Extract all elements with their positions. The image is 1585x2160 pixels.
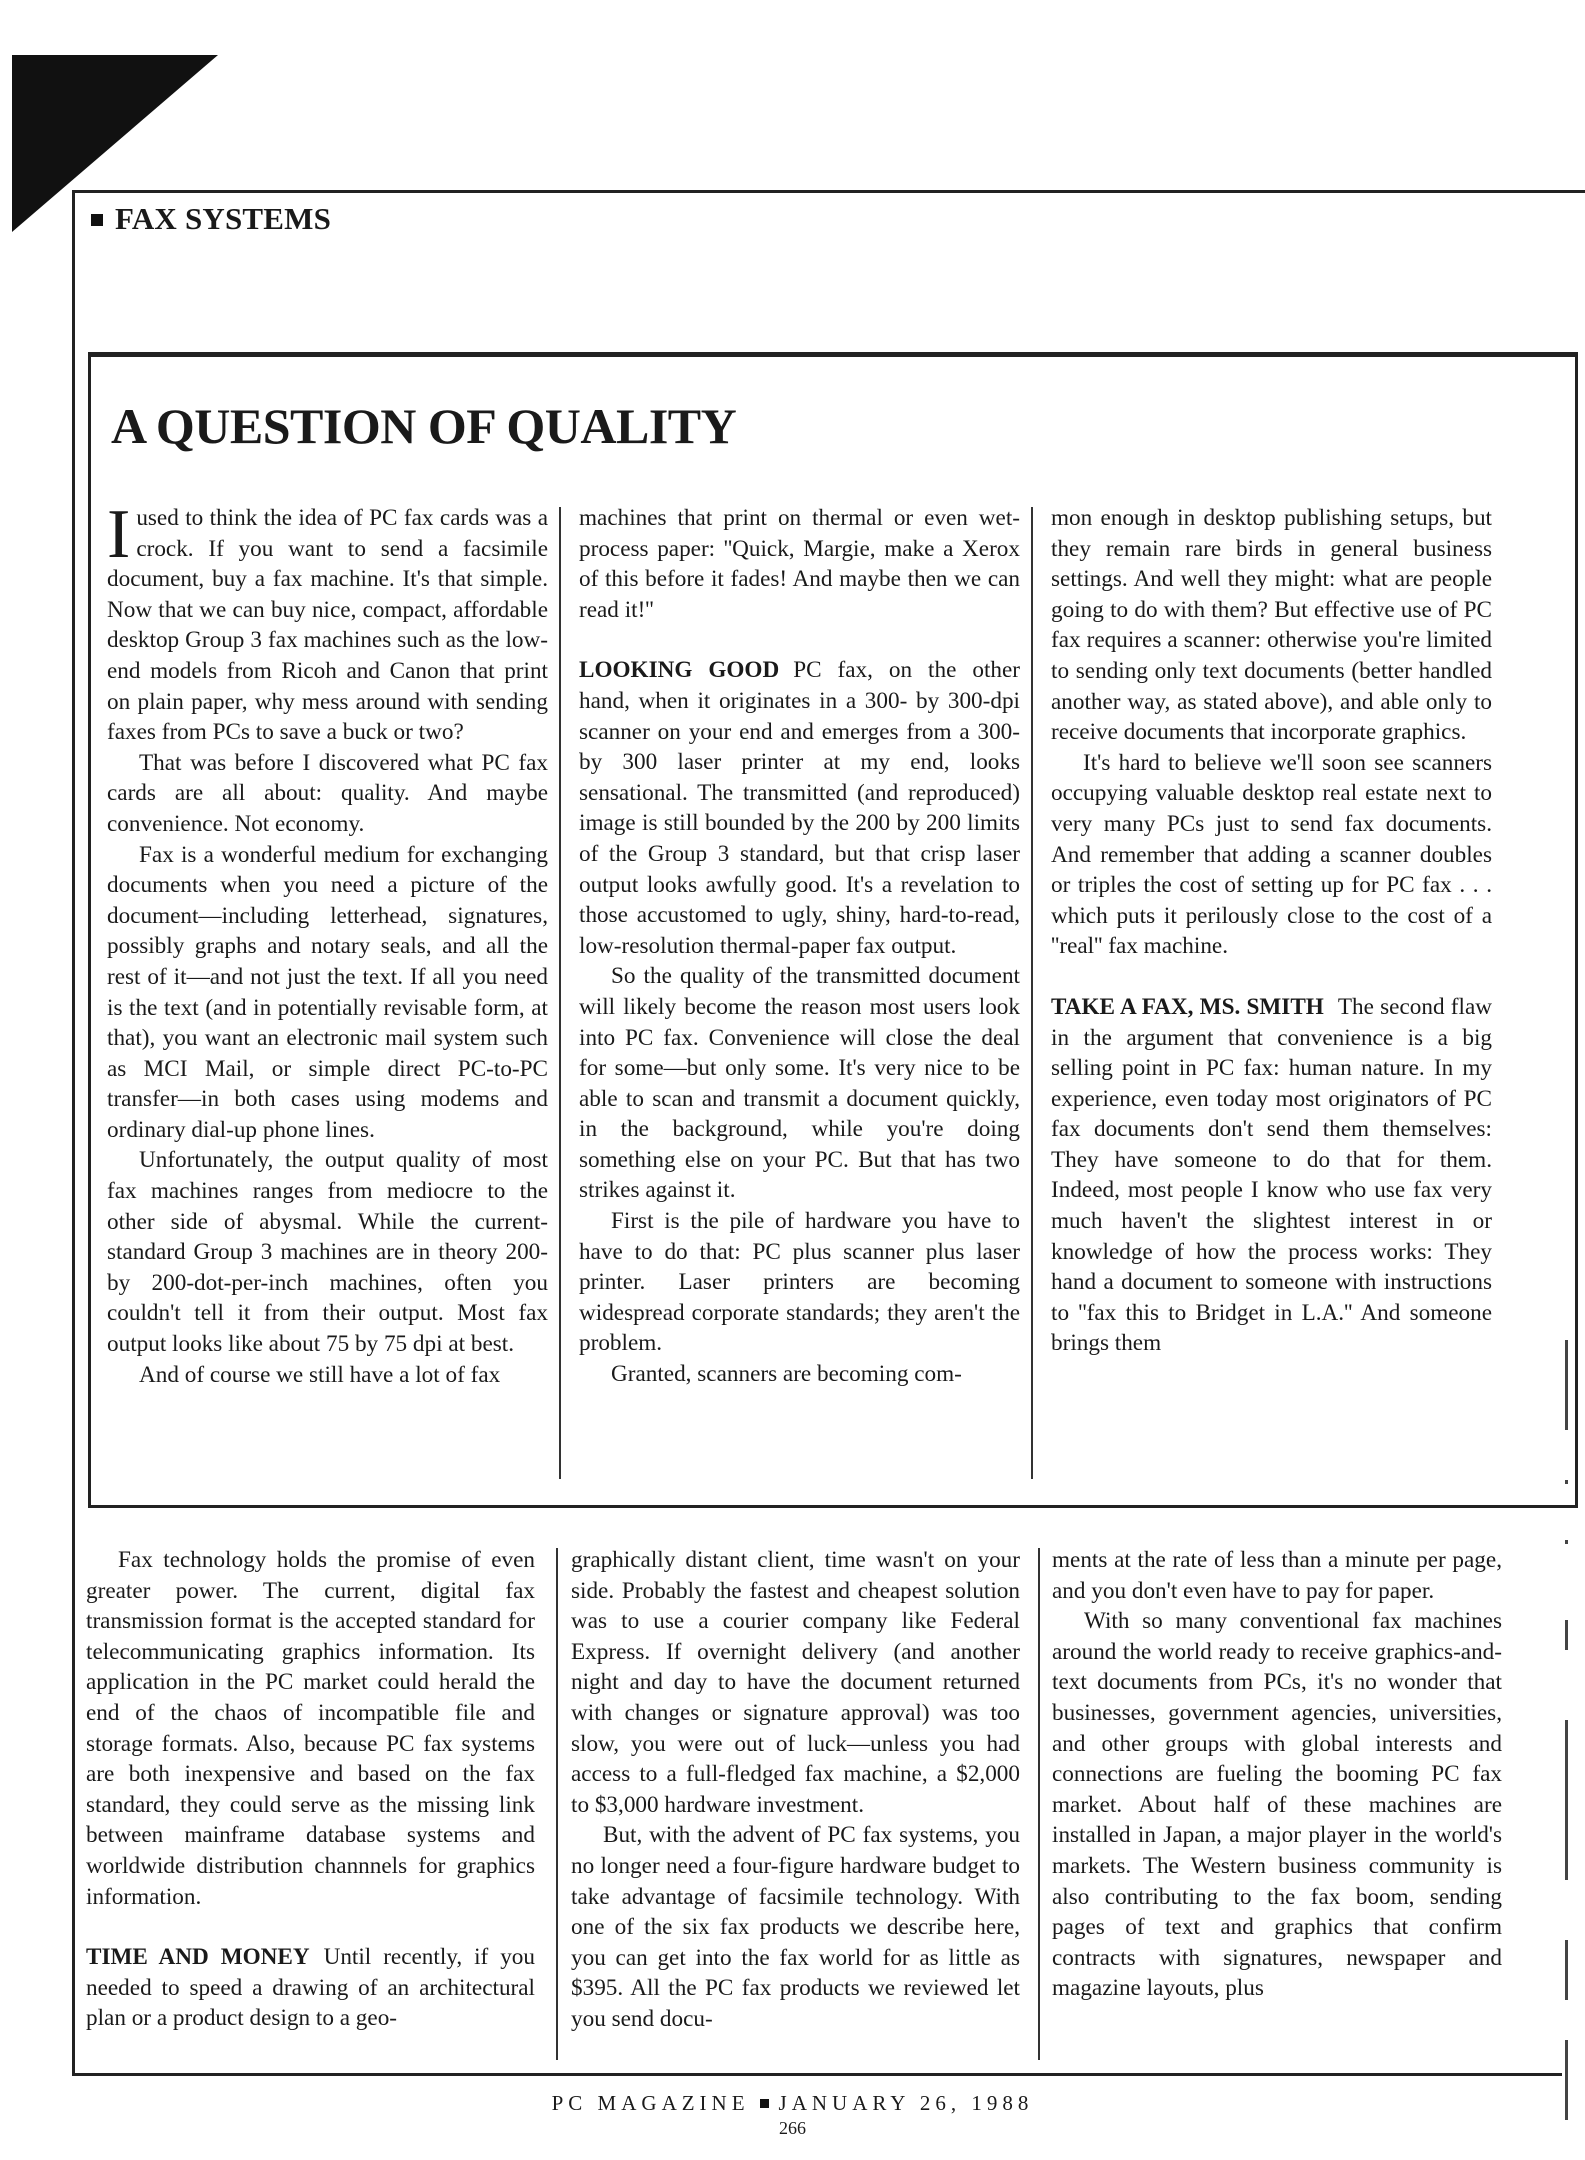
column-rule <box>1031 507 1033 1479</box>
sidebar-column-2 <box>579 503 1020 1390</box>
article-paragraph: With so many conventional fax machines around the world ready to receive graphics-and-text documents from PCs, it's no wonder that businesses, government agencies, universities, and other groups with global interests and connections are fueling the booming PC fax market. About half of these machines are installed in Japan, a major player in the world's markets. The Western business community is also contributing to the fax boom, sending pages of text and graphics that confirm contracts with signatures, newspaper and magazine layouts, plus <box>1052 1608 1502 2002</box>
square-bullet-icon <box>760 2099 769 2108</box>
sidebar-paragraph: First is the pile of hardware you have to have to do that: PC plus scanner plus laser printer. Laser printers are becoming widespread corporate standards; they aren't the problem. <box>579 1208 1020 1357</box>
sidebar-paragraph: Iused to think the idea of PC fax cards was a crock. If you want to send a facsimile document, buy a fax machine. It's that simple. Now that we can buy nice, compact, affordable desktop Group 3 fax machines such as the low-end models from Ricoh and Canon that print on plain paper, why mess around with sending faxes from PCs to save a buck or two? <box>107 496 548 746</box>
sidebar-paragraph: LOOKING GOOD PC fax, on the other hand, when it originates in a 300- by 300-dpi scanner on your end and emerges from a 300- by 300 laser printer at my end, looks sensational. The transmitted (and reproduced) image is still bounded by the 200 by 200 limits of the Group 3 standard, but that crisp laser output looks awfully good. It's a revelation to those accustomed to ugly, shiny, hard-to-read, low-resolution thermal-paper fax output. <box>579 657 1020 959</box>
main-column-2 <box>571 1545 1020 2035</box>
section-label <box>91 201 331 237</box>
column-rule <box>1038 1548 1040 2060</box>
sidebar-paragraph: TAKE A FAX, MS. SMITH The second flaw in the argument that convenience is a big selling point in PC fax: human nature. In my experience, even today most originators of PC fax documents don't send them themselves: They have someone to do that for them. Indeed, most people I know who use fax very much haven't the slightest interest in or knowledge of how the process works: They hand a document to someone with instructions to ''fax this to Bridget in L.A.'' And someone brings them <box>1051 993 1493 1357</box>
article-paragraph: TIME AND MONEY Until recently, if you needed to speed a drawing of an architectural plan or a product design to a geo- <box>86 1944 535 2032</box>
square-bullet-icon <box>91 214 103 226</box>
sidebar-paragraph: It's hard to believe we'll soon see scanners occupying valuable desktop real estate next to very many PCs just to send fax documents. And remember that adding a scanner doubles or triples the cost of setting up for PC fax . . . which puts it perilously close to the cost of a ''real'' fax machine. <box>1051 749 1492 960</box>
sidebar-paragraph: That was before I discovered what PC fax cards are all about: quality. And maybe convenience. Not economy. <box>107 749 548 837</box>
footer-issue-date: JANUARY 26, 1988 <box>778 2091 1034 2115</box>
column-rule <box>559 507 561 1479</box>
sidebar-title: A QUESTION OF QUALITY <box>111 398 737 454</box>
sidebar-paragraph: Fax is a wonderful medium for exchanging documents when you need a picture of the document—including letterhead, signatures, possibly graphs and notary seals, and all the rest of it—and not just the text. If all you need is the text (and in potentially revisable form, at that), you want an electronic mail system such as MCI Mail, or simple direct PC-to-PC transfer—in both cases using modems and ordinary dial-up phone lines. <box>107 841 548 1143</box>
sidebar-paragraph: So the quality of the transmitted document will likely become the reason most users look into PC fax. Convenience will close the deal for some—but only some. It's very nice to be able to scan and transmit a document quickly, in the background, while you're doing something else on your PC. But that has two strikes against it. <box>579 963 1020 1204</box>
column-rule <box>556 1548 558 2060</box>
sidebar-box <box>88 352 1578 1508</box>
scan-edge-marks <box>1565 1340 1569 2140</box>
subhead-time-and-money: TIME AND MONEY <box>86 1944 310 1971</box>
page-bottom-rule <box>72 2073 1562 2076</box>
sidebar-column-3 <box>1051 503 1492 1359</box>
subhead-take-a-fax: TAKE A FAX, MS. SMITH <box>1051 993 1324 1020</box>
article-paragraph: graphically distant client, time wasn't on your side. Probably the fastest and cheapest solution was to use a courier company like Federal Express. If overnight delivery (and another night and day to have the document returned with changes or signature approval) was too slow, you were out of luck—unless you had access to a full-fledged fax machine, a $2,000 to $3,000 hardware investment. <box>571 1547 1020 1818</box>
page-left-rule <box>72 246 75 2076</box>
sidebar-column-1 <box>107 496 548 1390</box>
subhead-looking-good: LOOKING GOOD <box>579 657 780 684</box>
page-footer <box>0 2091 1585 2116</box>
article-paragraph: Fax technology holds the promise of even greater power. The current, digital fax transmission format is the accepted standard for telecommunicating graphics information. Its application in the PC market could herald the end of the chaos of incompatible file and storage formats. Also, because PC fax systems are both inexpensive and based on the fax standard, they could serve as the missing link between mainframe database systems and worldwide distribution channnels for graphics information. <box>86 1547 535 1910</box>
sidebar-paragraph: And of course we still have a lot of fax <box>139 1361 501 1388</box>
main-column-1 <box>86 1545 535 2034</box>
sidebar-paragraph: Unfortunately, the output quality of most fax machines ranges from mediocre to the other side of abysmal. While the current-standard Group 3 machines are in theory 200- by 200-dot-per-inch machines, often you couldn't tell it from their output. Most fax output looks like about 75 by 75 dpi at best. <box>107 1147 548 1358</box>
section-label-text: FAX SYSTEMS <box>115 201 332 236</box>
sidebar-paragraph: mon enough in desktop publishing setups, but they remain rare birds in general business settings. And well they might: what are people going to do with them? But effective use of PC fax requires a scanner: otherwise you're limited to sending only text documents (better handled another way, as stated above), and able only to receive documents that incorporate graphics. <box>1051 505 1492 746</box>
footer-magazine-name: PC MAGAZINE <box>551 2091 750 2115</box>
main-column-3 <box>1052 1545 1502 2004</box>
drop-cap: I <box>107 496 131 573</box>
sidebar-paragraph: machines that print on thermal or even wet-process paper: ''Quick, Margie, make a Xerox of this before it fades! And maybe then we can read it!'' <box>579 505 1020 623</box>
article-paragraph: ments at the rate of less than a minute per page, and you don't even have to pay for paper. <box>1052 1547 1502 1604</box>
sidebar-paragraph: Granted, scanners are becoming com- <box>611 1361 962 1388</box>
section-header <box>72 190 1585 246</box>
article-paragraph: But, with the advent of PC fax systems, you no longer need a four-figure hardware budget to take advantage of facsimile technology. With one of the six fax products we describe here, you can get into the fax world for as little as $395. All the PC fax products we reviewed let you send docu- <box>571 1822 1020 2032</box>
page-number: 266 <box>779 2118 806 2138</box>
